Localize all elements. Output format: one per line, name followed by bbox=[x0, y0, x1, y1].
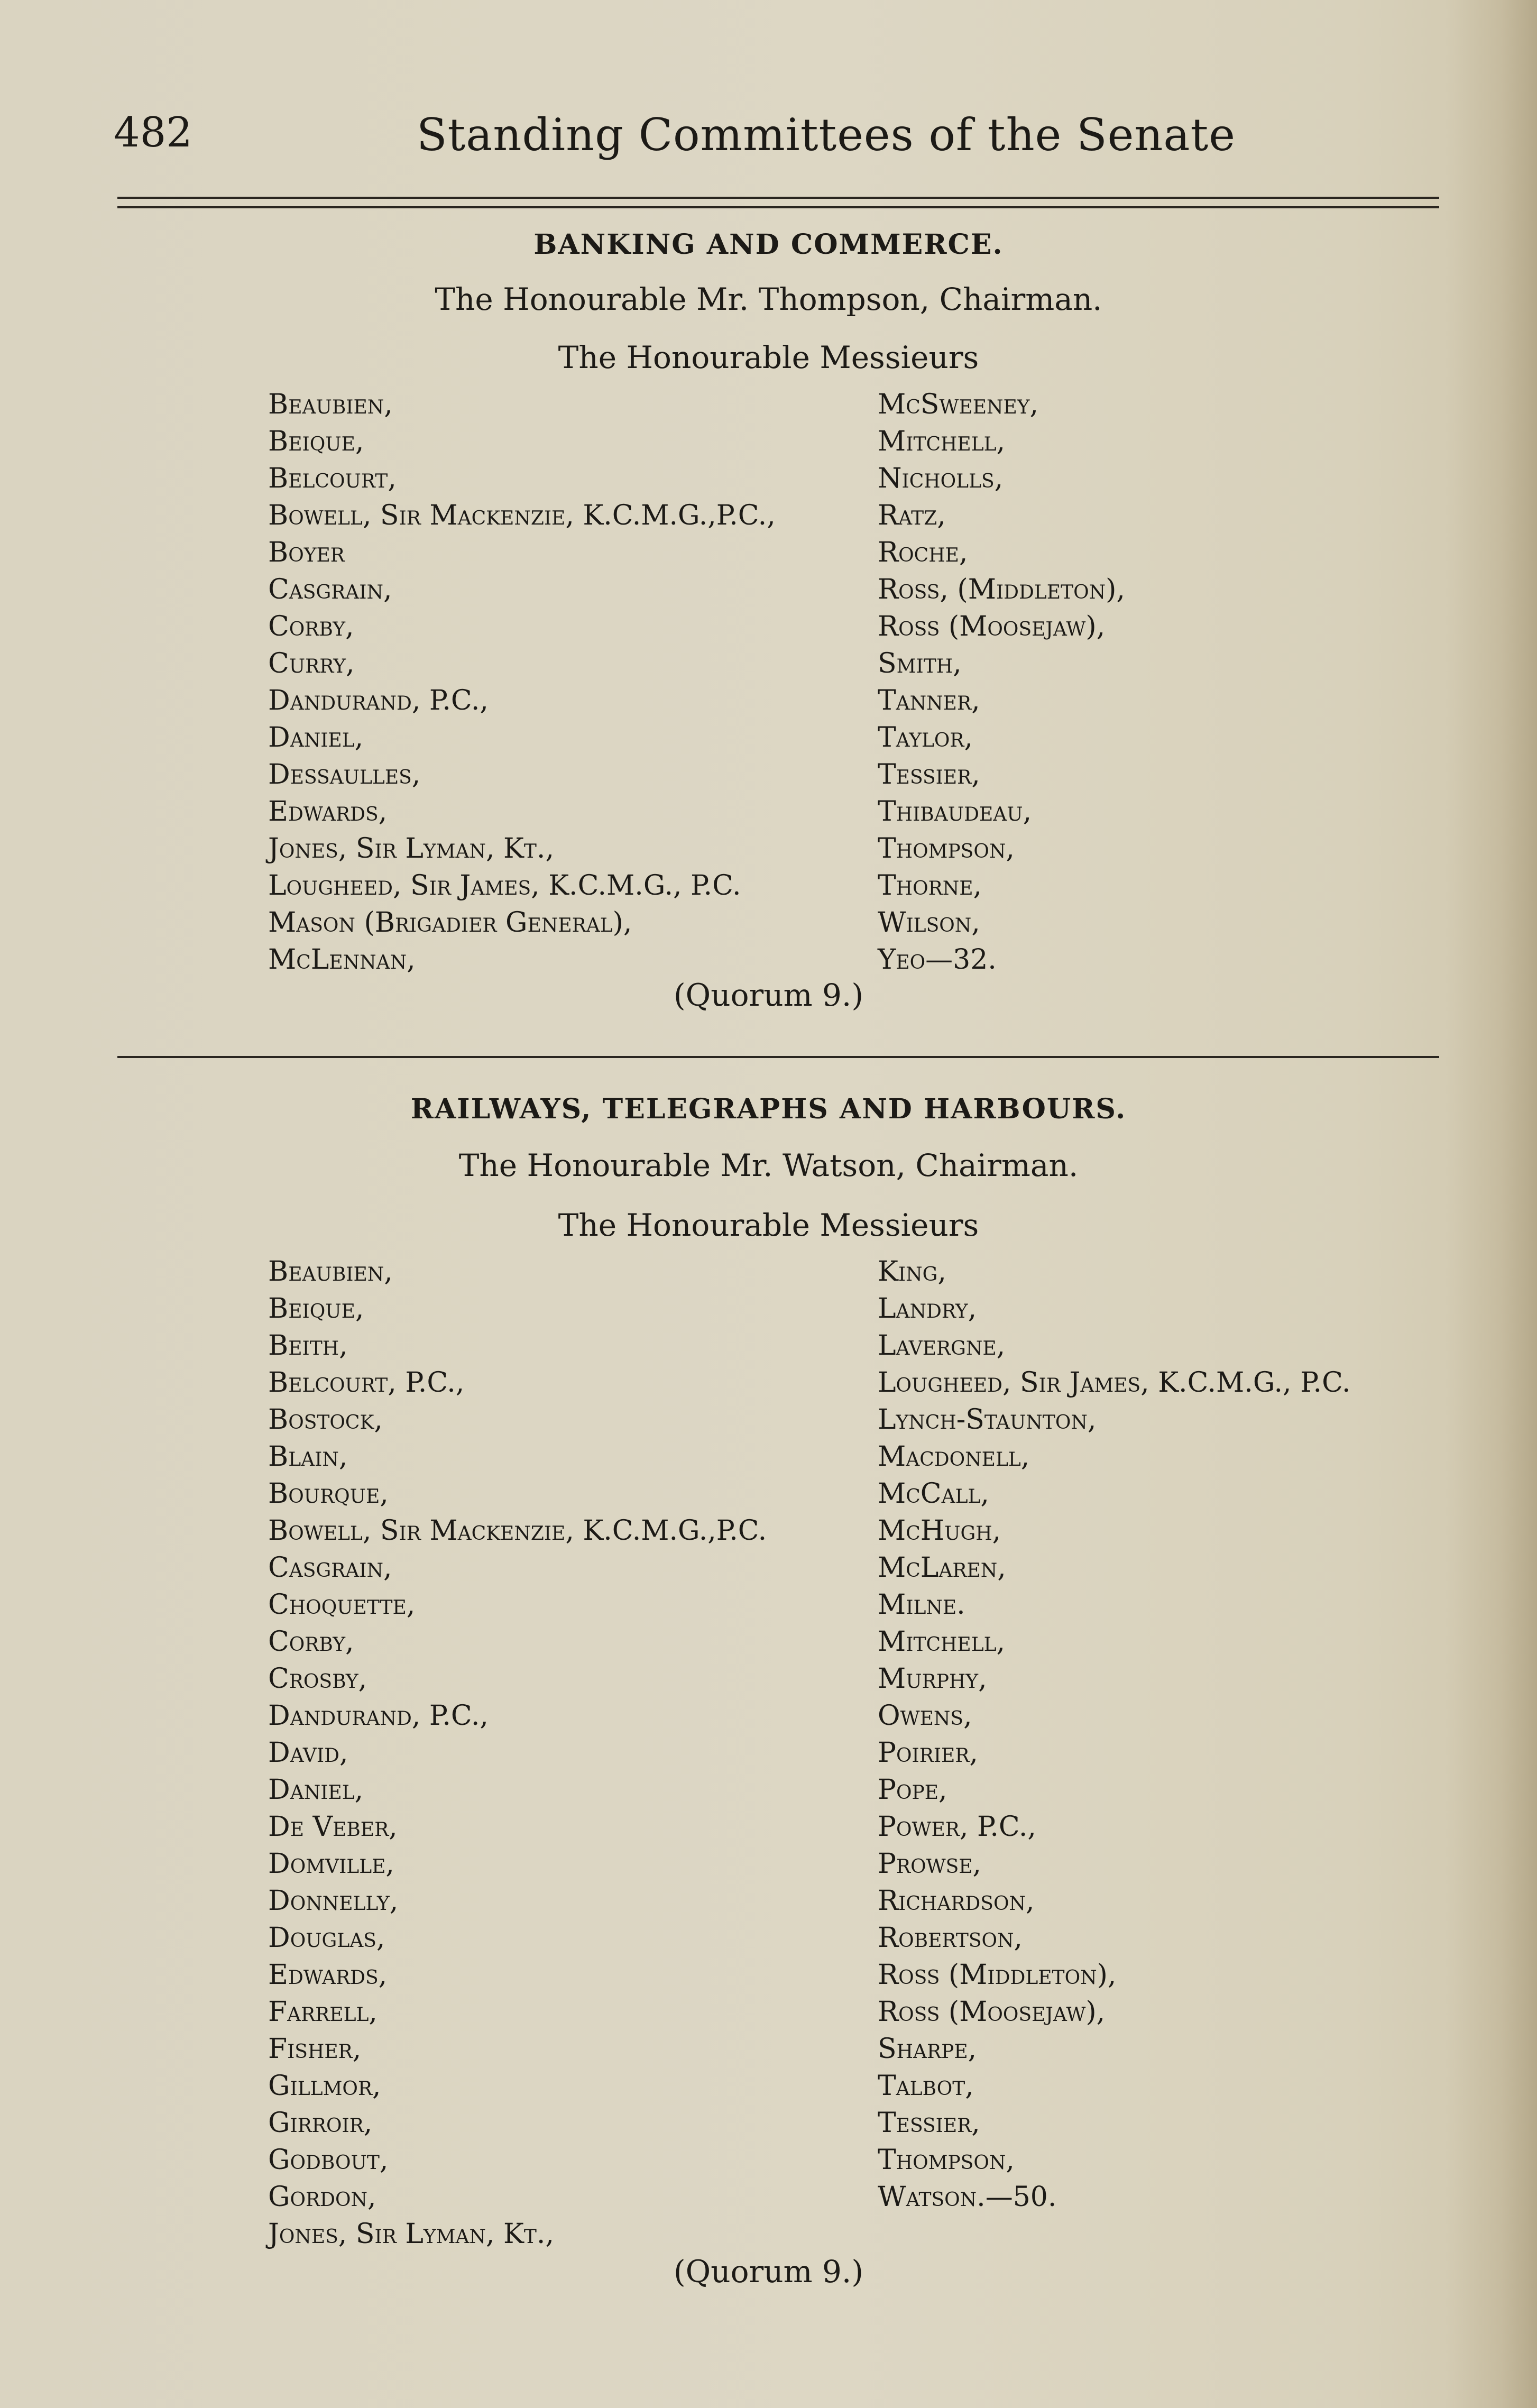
member-name: Domville, bbox=[268, 1848, 394, 1880]
member-name: Fisher, bbox=[268, 2033, 362, 2065]
member-name: Robertson, bbox=[878, 1922, 1023, 1954]
member-name: Beaubien, bbox=[268, 1256, 393, 1288]
member-name: Beique, bbox=[268, 1293, 364, 1325]
member-name: Owens, bbox=[878, 1700, 972, 1732]
member-name: Beaubien, bbox=[268, 389, 393, 420]
quorum-note: (Quorum 9.) bbox=[674, 2254, 863, 2290]
member-name: Godbout, bbox=[268, 2144, 389, 2176]
member-name: Corby, bbox=[268, 1626, 354, 1658]
page-number: 482 bbox=[114, 109, 192, 157]
messieurs-label: The Honourable Messieurs bbox=[558, 339, 979, 375]
member-name: Boyer bbox=[268, 537, 345, 568]
member-name: Curry, bbox=[268, 648, 355, 679]
member-name: Gillmor, bbox=[268, 2070, 381, 2102]
member-name: Blain, bbox=[268, 1441, 348, 1473]
member-name: Richardson, bbox=[878, 1885, 1035, 1917]
member-name: Taylor, bbox=[878, 722, 973, 753]
member-name: Edwards, bbox=[268, 1959, 388, 1991]
member-name: Sharpe, bbox=[878, 2033, 977, 2065]
member-name: Thorne, bbox=[878, 870, 982, 902]
member-name: Belcourt, bbox=[268, 463, 397, 494]
member-name: McCall, bbox=[878, 1478, 989, 1510]
member-name: Girroir, bbox=[268, 2107, 373, 2139]
member-name: Ratz, bbox=[878, 500, 946, 531]
member-name: Gordon, bbox=[268, 2181, 376, 2213]
messieurs-label: The Honourable Messieurs bbox=[558, 1207, 979, 1243]
member-name: Murphy, bbox=[878, 1663, 987, 1695]
member-name: Nicholls, bbox=[878, 463, 1004, 494]
member-name: Dessaulles, bbox=[268, 759, 421, 791]
header-double-rule bbox=[117, 197, 1439, 208]
member-name: Choquette, bbox=[268, 1589, 416, 1621]
member-name: Watson.—50. bbox=[878, 2181, 1057, 2213]
member-name: Prowse, bbox=[878, 1848, 982, 1880]
member-name: Talbot, bbox=[878, 2070, 974, 2102]
committee-heading: BANKING AND COMMERCE. bbox=[533, 228, 1004, 261]
member-name: Douglas, bbox=[268, 1922, 385, 1954]
member-name: Power, P.C., bbox=[878, 1811, 1036, 1843]
member-name: Tessier, bbox=[878, 759, 980, 791]
section-divider-rule bbox=[117, 1056, 1439, 1058]
committee-heading: RAILWAYS, TELEGRAPHS AND HARBOURS. bbox=[410, 1093, 1127, 1125]
member-name: King, bbox=[878, 1256, 946, 1288]
member-name: Corby, bbox=[268, 611, 354, 642]
member-name: Milne. bbox=[878, 1589, 965, 1621]
member-name: Smith, bbox=[878, 648, 962, 679]
member-name: Tanner, bbox=[878, 685, 980, 716]
member-name: Belcourt, P.C., bbox=[268, 1367, 465, 1399]
member-list-left bbox=[268, 386, 776, 978]
member-name: Landry, bbox=[878, 1293, 977, 1325]
member-name: Pope, bbox=[878, 1774, 947, 1806]
member-name: Daniel, bbox=[268, 722, 364, 753]
committee-chairman: The Honourable Mr. Thompson, Chairman. bbox=[435, 281, 1102, 317]
member-name: Beith, bbox=[268, 1330, 348, 1362]
member-name: Mason (Brigadier General), bbox=[268, 907, 632, 939]
member-name: Bourque, bbox=[268, 1478, 389, 1510]
committee-chairman: The Honourable Mr. Watson, Chairman. bbox=[458, 1147, 1079, 1183]
member-name: Mitchell, bbox=[878, 426, 1006, 457]
member-name: Lougheed, Sir James, K.C.M.G., P.C. bbox=[878, 1367, 1351, 1399]
member-name: McLaren, bbox=[878, 1552, 1006, 1584]
member-name: Thibaudeau, bbox=[878, 796, 1032, 828]
member-list-right bbox=[878, 1253, 1351, 2216]
member-name: Tessier, bbox=[878, 2107, 980, 2139]
member-name: Ross (Moosejaw), bbox=[878, 1996, 1106, 2028]
member-name: Donnelly, bbox=[268, 1885, 399, 1917]
running-title: Standing Committees of the Senate bbox=[417, 109, 1236, 161]
member-name: Dandurand, P.C., bbox=[268, 1700, 489, 1732]
member-name: McHugh, bbox=[878, 1515, 1001, 1547]
member-name: Jones, Sir Lyman, Kt., bbox=[268, 2218, 554, 2250]
member-name: McSweeney, bbox=[878, 389, 1039, 420]
member-name: Bostock, bbox=[268, 1404, 383, 1436]
member-name: Lavergne, bbox=[878, 1330, 1006, 1362]
member-name: Ross, (Middleton), bbox=[878, 574, 1125, 605]
member-name: Thompson, bbox=[878, 833, 1015, 865]
member-name: Lougheed, Sir James, K.C.M.G., P.C. bbox=[268, 870, 741, 902]
member-name: Wilson, bbox=[878, 907, 980, 939]
member-list-right bbox=[878, 386, 1125, 978]
member-name: Bowell, Sir Mackenzie, K.C.M.G.,P.C., bbox=[268, 500, 776, 531]
member-name: Dandurand, P.C., bbox=[268, 685, 489, 716]
member-name: Poirier, bbox=[878, 1737, 978, 1769]
member-name: Ross (Middleton), bbox=[878, 1959, 1117, 1991]
member-name: David, bbox=[268, 1737, 348, 1769]
member-name: Farrell, bbox=[268, 1996, 378, 2028]
member-name: Casgrain, bbox=[268, 574, 392, 605]
member-name: McLennan, bbox=[268, 944, 416, 976]
member-name: Thompson, bbox=[878, 2144, 1015, 2176]
member-name: De Veber, bbox=[268, 1811, 398, 1843]
member-name: Casgrain, bbox=[268, 1552, 392, 1584]
member-name: Mitchell, bbox=[878, 1626, 1006, 1658]
member-name: Bowell, Sir Mackenzie, K.C.M.G.,P.C. bbox=[268, 1515, 767, 1547]
member-name: Roche, bbox=[878, 537, 968, 568]
member-name: Edwards, bbox=[268, 796, 388, 828]
member-name: Yeo—32. bbox=[878, 944, 997, 976]
member-name: Crosby, bbox=[268, 1663, 367, 1695]
member-name: Macdonell, bbox=[878, 1441, 1030, 1473]
member-list-left bbox=[268, 1253, 767, 2253]
member-name: Ross (Moosejaw), bbox=[878, 611, 1106, 642]
member-name: Lynch-Staunton, bbox=[878, 1404, 1097, 1436]
quorum-note: (Quorum 9.) bbox=[674, 977, 863, 1013]
member-name: Daniel, bbox=[268, 1774, 364, 1806]
member-name: Jones, Sir Lyman, Kt., bbox=[268, 833, 554, 865]
member-name: Beique, bbox=[268, 426, 364, 457]
